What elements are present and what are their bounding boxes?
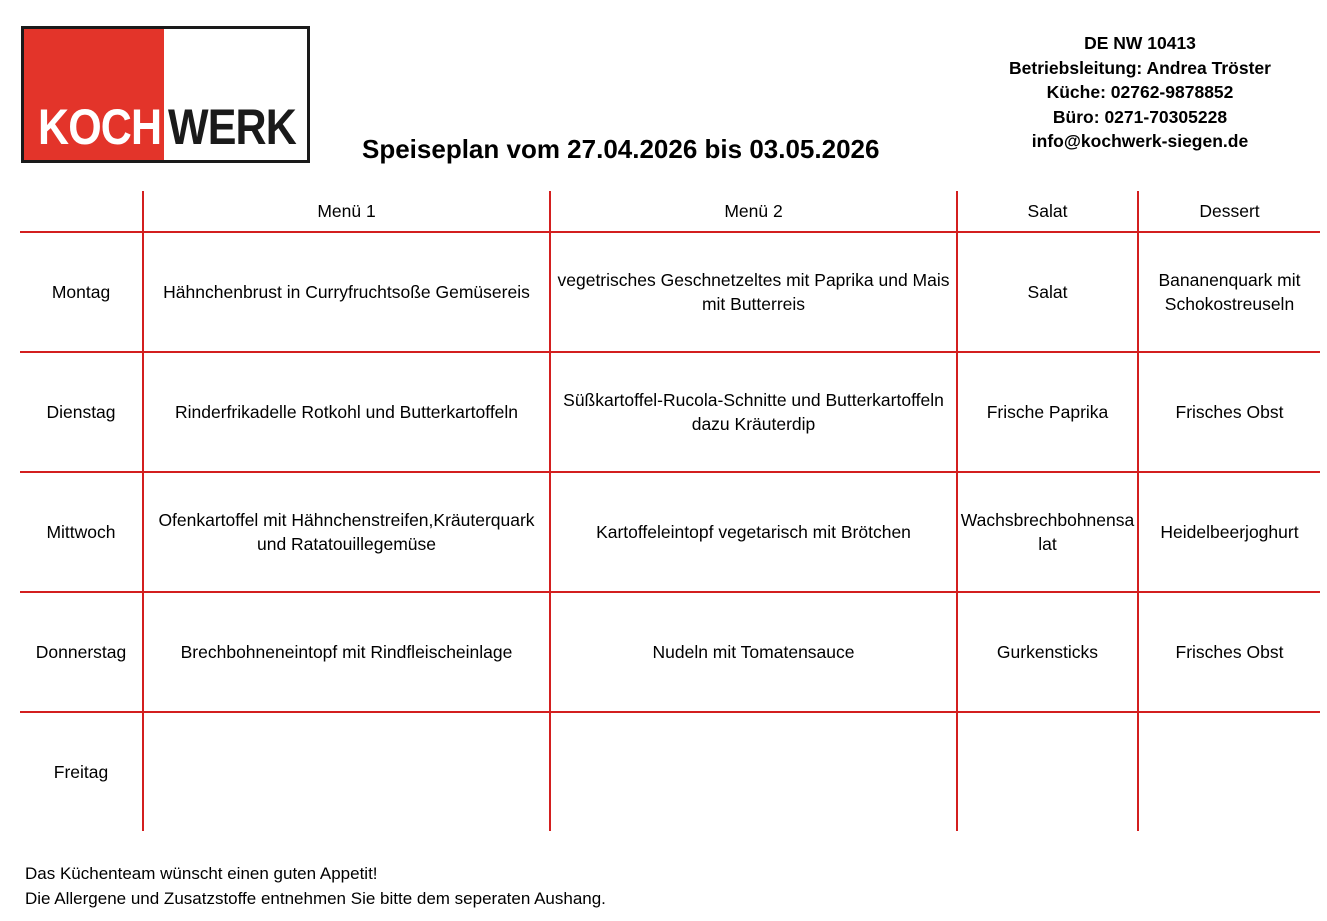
menu1-cell: Rinderfrikadelle Rotkohl und Butterkartoffeln	[143, 352, 550, 472]
menu2-cell: Kartoffeleintopf vegetarisch mit Brötchen	[550, 472, 957, 592]
header-menu1: Menü 1	[143, 191, 550, 232]
footer-allergen-note: Die Allergene und Zusatzstoffe entnehmen Sie bitte dem seperaten Aushang.	[25, 888, 606, 908]
salad-cell: Salat	[957, 232, 1138, 352]
contact-management: Betriebsleitung: Andrea Tröster	[1009, 57, 1271, 78]
footer-greeting: Das Küchenteam wünscht einen guten Appetit!	[25, 864, 378, 883]
menu1-cell	[143, 712, 550, 831]
footer-notes	[25, 862, 606, 911]
logo-text-koch: KOCH	[38, 99, 162, 155]
contact-id: DE NW 10413	[1084, 33, 1196, 53]
contact-block	[970, 31, 1310, 154]
day-cell: Donnerstag	[20, 592, 143, 712]
table-row	[20, 712, 1320, 831]
dessert-cell: Frisches Obst	[1138, 592, 1320, 712]
menu2-cell: Nudeln mit Tomatensauce	[550, 592, 957, 712]
salad-cell: Gurkensticks	[957, 592, 1138, 712]
menu1-cell: Ofenkartoffel mit Hähnchenstreifen,Kräuterquark und Ratatouillegemüse	[143, 472, 550, 592]
day-cell: Montag	[20, 232, 143, 352]
kochwerk-logo	[21, 26, 310, 163]
day-cell: Mittwoch	[20, 472, 143, 592]
day-cell: Dienstag	[20, 352, 143, 472]
menu2-cell: Süßkartoffel-Rucola-Schnitte und Butterkartoffeln dazu Kräuterdip	[550, 352, 957, 472]
contact-kitchen-phone: Küche: 02762-9878852	[1046, 82, 1234, 102]
page-title: Speiseplan vom 27.04.2026 bis 03.05.2026	[362, 134, 880, 164]
menu1-cell: Brechbohneneintopf mit Rindfleischeinlage	[143, 592, 550, 712]
menu2-cell: vegetrisches Geschnetzeltes mit Paprika und Mais mit Butterreis	[550, 232, 957, 352]
menu1-cell: Hähnchenbrust in Curryfruchtsoße Gemüsereis	[143, 232, 550, 352]
menu2-cell	[550, 712, 957, 831]
header-menu2: Menü 2	[550, 191, 957, 232]
dessert-cell	[1138, 712, 1320, 831]
header-dessert: Dessert	[1138, 191, 1320, 232]
header-salad: Salat	[957, 191, 1138, 232]
logo-red-panel	[24, 29, 164, 160]
table-row	[20, 232, 1320, 352]
header-day	[20, 191, 143, 232]
salad-cell: Frische Paprika	[957, 352, 1138, 472]
contact-email: info@kochwerk-siegen.de	[1031, 131, 1249, 151]
table-row	[20, 592, 1320, 712]
day-cell: Freitag	[20, 712, 143, 831]
menu-table	[20, 191, 1320, 831]
salad-cell: Wachsbrechbohnensalat	[957, 472, 1138, 592]
table-header-row	[20, 191, 1320, 232]
dessert-cell: Bananenquark mit Schokostreuseln	[1138, 232, 1320, 352]
table-row	[20, 472, 1320, 592]
table-row	[20, 352, 1320, 472]
logo-white-panel	[164, 29, 307, 160]
dessert-cell: Heidelbeerjoghurt	[1138, 472, 1320, 592]
dessert-cell: Frisches Obst	[1138, 352, 1320, 472]
contact-office-phone: Büro: 0271-70305228	[1052, 106, 1228, 127]
logo-text-werk: WERK	[168, 99, 296, 155]
salad-cell	[957, 712, 1138, 831]
